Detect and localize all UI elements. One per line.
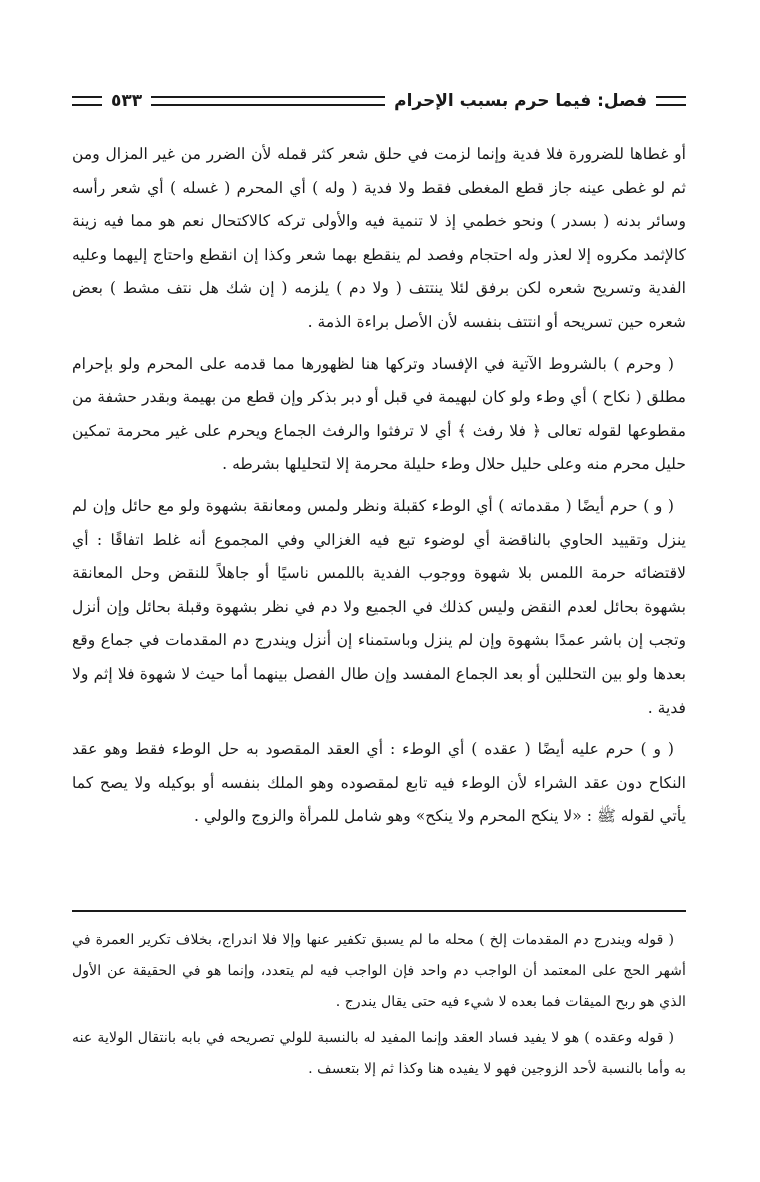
header-rule-left [72, 96, 102, 106]
footnote: ( قوله ويندرج دم المقدمات إلخ ) محله ما لم يسبق تكفير عنها وإلا فلا اندراج، بخلاف تكرير العمرة في أشهر الحج على المعتمد أن الواجب دم واحد فإن الواجب فيه لم يتعدد، وإنما هو في الحقيقة عن الأول الذي هو ربح الميقات فما بعده لا شيء فيه حتى يقال يندرج . [72, 932, 686, 1010]
paragraph: أو غطاها للضرورة فلا فدية وإنما لزمت في حلق شعر كثر قمله لأن الضرر من غير المزال ومن ثم لو غطى عينه جاز قطع المغطى فقط ولا فدية ( وله ) أي المحرم ( غسله ) أي شعر رأسه وسائر بدنه ( بسدر ) ونحو خطمي إذ لا تنمية فيه والأولى تركه كالاكتحال نعم هو مما فيه زينة كالإثمد مكروه إلا لعذر وله احتجام وفصد لم ينقطع بهما شعر وكذا إن انقطع واحتاج إليهما وعليه الفدية وتسريح شعره لكن برفق لئلا ينتتف ( ولا دم ) يلزمه ( إن شك هل نتف مشط ) بعض شعره حين تسريحه أو انتتف بنفسه لأن الأصل براءة الذمة . [72, 145, 686, 331]
paragraph: ( وحرم ) بالشروط الآتية في الإفساد وتركها هنا لظهورها مما قدمه على المحرم ولو بإحرام مطلق ( نكاح ) أي وطء ولو كان لبهيمة في قبل أو دبر بذكر وإن قطع من بهيمة وبقدر حشفة من مقطوعها لقوله تعالى ﴿ فلا رفث ﴾ أي لا ترفثوا والرفث الجماع ويحرم على غير محرمة تمكين حليل محرم منه وعلى حليل حلال وطء حليلة محرمة إلا لتحليلها بشرطه . [72, 354, 686, 474]
footnote-separator [72, 910, 686, 912]
main-text [72, 138, 686, 842]
paragraph: ( و ) حرم أيضًا ( مقدماته ) أي الوطء كقبلة ونظر ولمس ومعانقة بشهوة ولو مع حائل وإن لم ينزل وتقييد الحاوي بالناقضة أي لوضوء تبع فيه الغزالي وفي المجموع أنه غلط اتفاقًا : أي لاقتضائه حرمة اللمس بلا شهوة ووجوب الفدية باللمس ناسيًا أو جاهلاً للنقض وحل المعانقة بشهوة بحائل لعدم النقض وليس كذلك في الجميع ولا دم في نظر بشهوة وقبلة بحائل وإن أنزل وتجب إن باشر عمدًا بشهوة وإن لم ينزل وباستمناء إن أنزل ويندرج دم المقدمات في جماع وقع بعدها ولو بين التحللين أو بعد الجماع المفسد وإن طال الفصل بينهما أما حيث لا شهوة فلا إثم ولا فدية . [72, 496, 686, 717]
footnotes [72, 925, 686, 1090]
section-title: فصل: فيما حرم بسبب الإحرام [394, 91, 647, 111]
header-rule-right [656, 96, 686, 106]
running-header [72, 86, 686, 116]
paragraph: ( و ) حرم عليه أيضًا ( عقده ) أي الوطء : أي العقد المقصود به حل الوطء فقط وهو عقد النكاح دون عقد الشراء لأن الوطء فيه تابع لمقصوده وهو الملك بنفسه أو بوكيله ولا يصح كما يأتي لقوله ﷺ : «لا ينكح المحرم ولا ينكح» وهو شامل للمرأة والزوج والولي . [72, 740, 686, 826]
page-number: ٥٣٣ [111, 91, 143, 111]
footnote: ( قوله وعقده ) هو لا يفيد فساد العقد وإنما المفيد له بالنسبة للولي تصريحه في بابه بانتقال الولاية عنه به وأما بالنسبة لأحد الزوجين فهو لا يفيده هنا وكذا ثم إلا بتعسف . [72, 1030, 686, 1077]
header-rule-middle [151, 96, 385, 106]
